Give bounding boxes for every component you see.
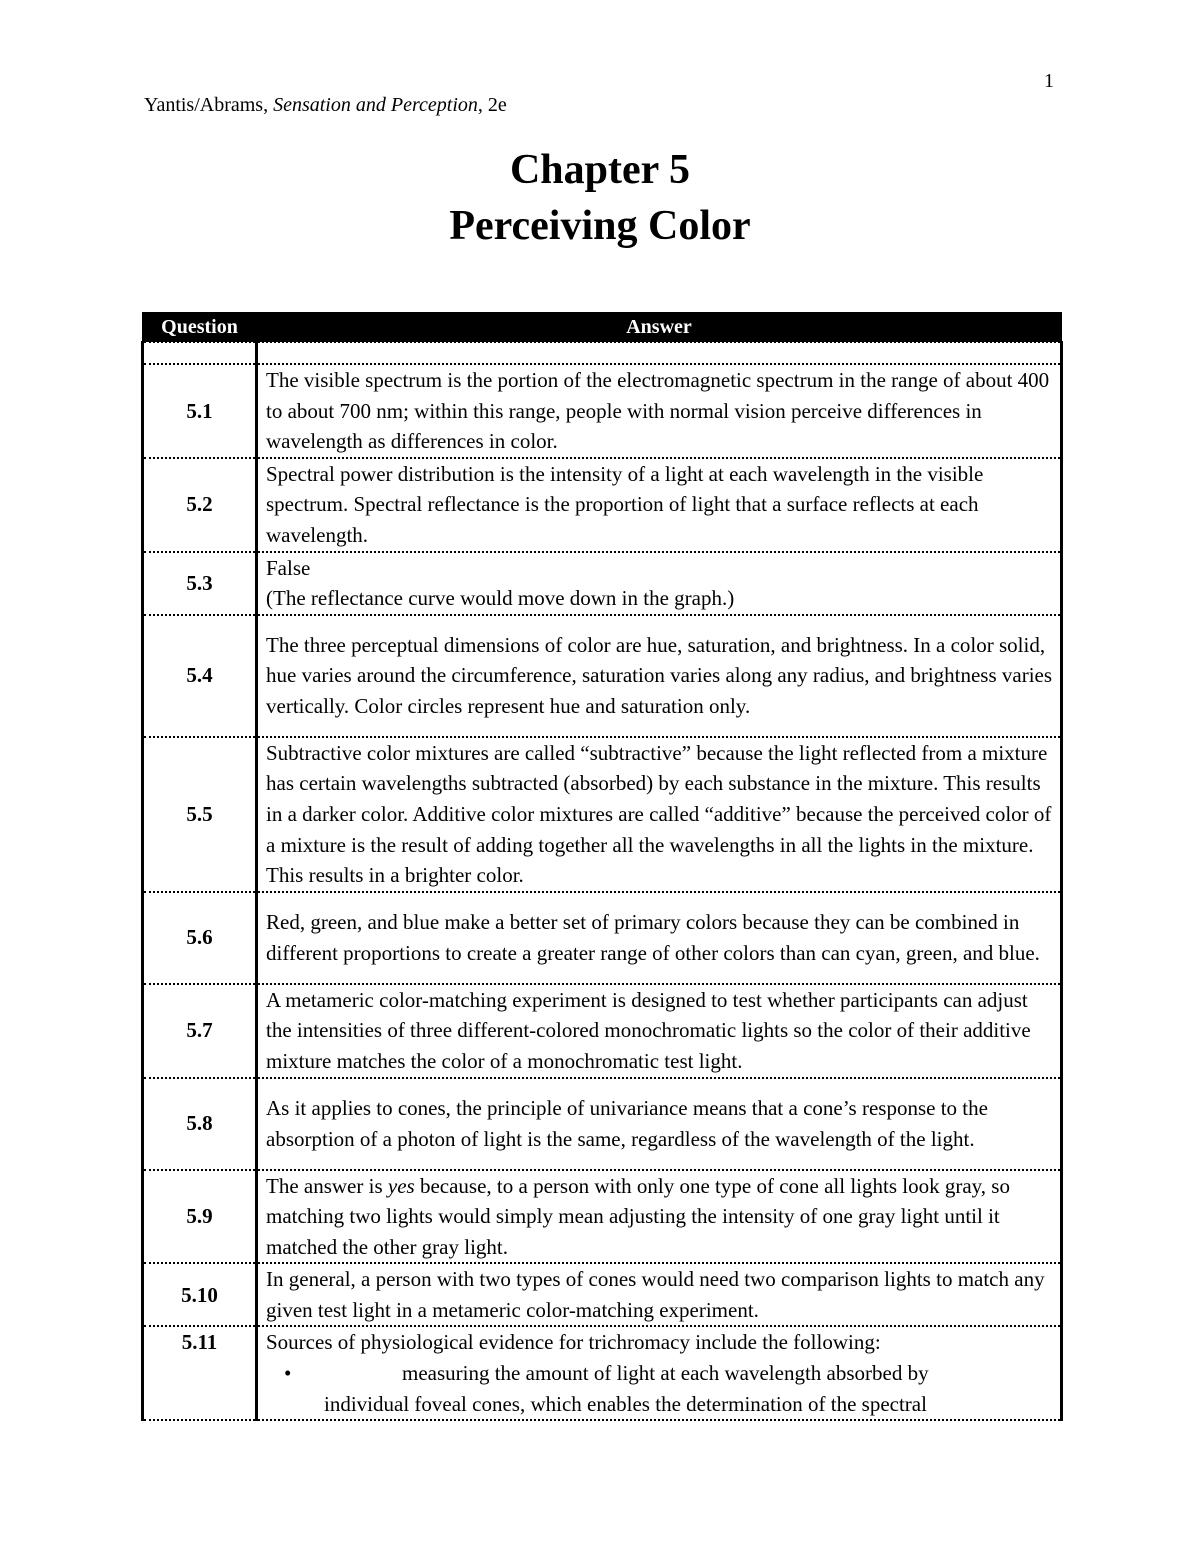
empty-cell xyxy=(143,342,257,364)
empty-cell xyxy=(257,342,1062,364)
answer-text xyxy=(257,1326,1062,1420)
answer-text-part: The answer is xyxy=(266,1173,388,1198)
table-spacer-row xyxy=(143,342,1062,364)
chapter-title xyxy=(0,142,1200,254)
answer-emphasis: yes xyxy=(387,1173,415,1198)
page-number: 1 xyxy=(1044,70,1054,92)
question-number: 5.5 xyxy=(143,737,257,892)
question-number: 5.6 xyxy=(143,892,257,984)
question-number: 5.1 xyxy=(143,364,257,458)
table-header-row xyxy=(143,313,1062,343)
answer-text: Spectral power distribution is the intensity of a light at each wavelength in the visible spectrum. Spectral reflectance is the proportion of light that a surface reflects at each wavelength. xyxy=(257,458,1062,552)
question-number: 5.7 xyxy=(143,984,257,1078)
table-row xyxy=(143,1170,1062,1264)
header-book-title: Sensation and Perception xyxy=(273,94,478,116)
answer-text xyxy=(257,552,1062,615)
question-number: 5.4 xyxy=(143,615,257,737)
running-header xyxy=(144,94,507,117)
table-row xyxy=(143,552,1062,615)
table-row xyxy=(143,615,1062,737)
column-header-question: Question xyxy=(143,313,257,343)
answer-intro: Sources of physiological evidence for trichromacy include the following: xyxy=(266,1330,881,1355)
answer-text: Red, green, and blue make a better set of primary colors because they can be combined in different proportions to create a greater range of other colors than can cyan, green, and blue. xyxy=(257,892,1062,984)
table-row xyxy=(143,364,1062,458)
chapter-name: Perceiving Color xyxy=(449,203,751,249)
question-number: 5.11 xyxy=(143,1326,257,1420)
answer-line: False xyxy=(266,555,311,580)
answer-text: As it applies to cones, the principle of univariance means that a cone’s response to the absorption of a photon of light is the same, regardless of the wavelength of the light. xyxy=(257,1078,1062,1170)
chapter-number: Chapter 5 xyxy=(509,147,691,193)
table-row xyxy=(143,458,1062,552)
answer-text: The three perceptual dimensions of color are hue, saturation, and brightness. In a color solid, hue varies around the circumference, saturation varies along any radius, and brightness varies vertically. Color circles represent hue and saturation only. xyxy=(257,615,1062,737)
bullet-icon: • xyxy=(284,1361,292,1386)
header-edition: , 2e xyxy=(477,94,507,116)
table-row xyxy=(143,1326,1062,1420)
table-row xyxy=(143,737,1062,892)
question-number: 5.8 xyxy=(143,1078,257,1170)
bullet-continuation: individual foveal cones, which enables the determination of the spectral xyxy=(324,1391,927,1416)
answer-text: Subtractive color mixtures are called “subtractive” because the light reflected from a mixture has certain wavelengths subtracted (absorbed) by each substance in the mixture. This results in a darker color. Additive color mixtures are called “additive” because the perceived color of a mixture is the result of adding together all the wavelengths in all the lights in the mixture. This results in a brighter color. xyxy=(257,737,1062,892)
question-number: 5.10 xyxy=(143,1263,257,1326)
answer-text: A metameric color-matching experiment is designed to test whether participants can adjust the intensities of three different-colored monochromatic lights so the color of their additive mixture matches the color of a monochromatic test light. xyxy=(257,984,1062,1078)
column-header-answer: Answer xyxy=(257,313,1062,343)
table-row xyxy=(143,1078,1062,1170)
question-number: 5.3 xyxy=(143,552,257,615)
answer-line: (The reflectance curve would move down in the graph.) xyxy=(266,586,735,611)
table-row xyxy=(143,1263,1062,1326)
table-row xyxy=(143,984,1062,1078)
header-authors: Yantis/Abrams, xyxy=(144,94,274,116)
bullet-text: measuring the amount of light at each wavelength absorbed by xyxy=(402,1361,929,1386)
question-number: 5.2 xyxy=(143,458,257,552)
question-answer-table xyxy=(141,312,1063,1421)
question-number: 5.9 xyxy=(143,1170,257,1264)
answer-text: The visible spectrum is the portion of the electromagnetic spectrum in the range of about 400 to about 700 nm; within this range, people with normal vision perceive differences in wavelength as differences in color. xyxy=(257,364,1062,458)
table-row xyxy=(143,892,1062,984)
answer-text: In general, a person with two types of cones would need two comparison lights to match any given test light in a metameric color-matching experiment. xyxy=(257,1263,1062,1326)
answer-text-part: because, to a person with only one type of cone all lights look gray, so matching two lights would simply mean adjusting the intensity of one gray light until it matched the other gray light. xyxy=(266,1173,1010,1259)
answer-text xyxy=(257,1170,1062,1264)
bullet-item xyxy=(266,1358,1054,1389)
